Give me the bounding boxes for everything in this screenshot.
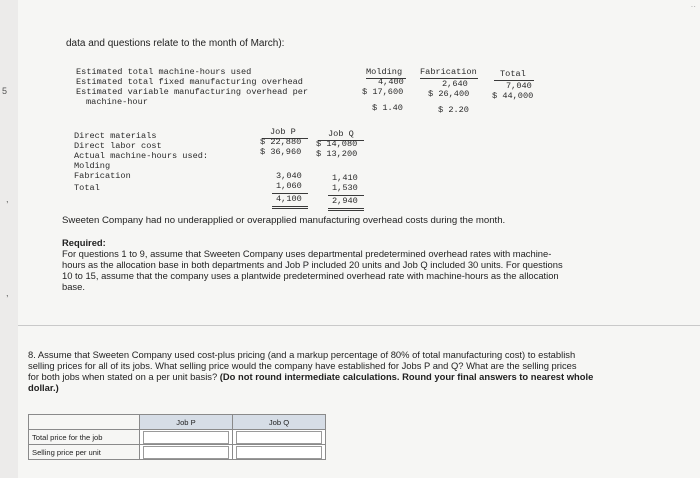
margin-mark: 5 bbox=[2, 86, 8, 96]
question-text: 8. Assume that Sweeten Company used cost-plus pricing (and a markup percentage of 80% of total manufacturing cost) to establish bbox=[28, 349, 576, 360]
question-text: for both jobs when stated on a per unit basis? (Do not round intermediate calculations. Round your final answers to nearest whole bbox=[28, 371, 594, 382]
row-label: Total bbox=[74, 183, 100, 193]
cell-value: $ 44,000 bbox=[492, 91, 534, 101]
corner-mark: ·· bbox=[690, 2, 696, 11]
cell-value: 7,040 bbox=[506, 81, 532, 91]
cell-value: $ 1.40 bbox=[372, 103, 403, 113]
row-label: Estimated total machine-hours used bbox=[76, 67, 252, 77]
required-text: hours as the allocation base in both departments and Job P included 20 units and Job Q included 30 units. For questions bbox=[62, 259, 563, 270]
cell-value: $ 22,880 bbox=[260, 137, 302, 147]
cell-value: $ 17,600 bbox=[362, 87, 404, 97]
answer-row-label: Total price for the job bbox=[29, 430, 140, 445]
answer-header-job-p: Job P bbox=[140, 415, 233, 430]
cell-value: 4,100 bbox=[276, 194, 302, 204]
cell-value: $ 2.20 bbox=[438, 105, 469, 115]
input-box[interactable] bbox=[143, 431, 229, 444]
row-label: Estimated total fixed manufacturing overhead bbox=[76, 77, 303, 87]
job-p-total-price-input[interactable] bbox=[140, 430, 233, 445]
cell-value: $ 14,080 bbox=[316, 139, 358, 149]
job-p-unit-price-input[interactable] bbox=[140, 445, 233, 460]
cell-value: 2,640 bbox=[442, 79, 468, 89]
question-text: dollar.) bbox=[28, 382, 59, 393]
row-label: machine-hour bbox=[86, 97, 148, 107]
col-header-job-q: Job Q bbox=[328, 129, 354, 139]
row-label: Molding bbox=[74, 161, 111, 171]
margin-mark: , bbox=[6, 194, 9, 204]
intro-text: data and questions relate to the month of March): bbox=[66, 38, 285, 49]
cell-value: 4,400 bbox=[378, 77, 404, 87]
row-label: Direct labor cost bbox=[74, 141, 162, 151]
answer-header-job-q: Job Q bbox=[233, 415, 326, 430]
cell-value: $ 26,400 bbox=[428, 89, 470, 99]
required-text: base. bbox=[62, 281, 85, 292]
cell-value: $ 13,200 bbox=[316, 149, 358, 159]
cell-value: 2,940 bbox=[332, 196, 358, 206]
row-label: Estimated variable manufacturing overhead per bbox=[76, 87, 309, 97]
col-header-job-p: Job P bbox=[270, 127, 296, 137]
cell-value: $ 36,960 bbox=[260, 147, 302, 157]
input-box[interactable] bbox=[236, 431, 322, 444]
cell-value: 3,040 bbox=[276, 171, 302, 181]
cell-value: 1,410 bbox=[332, 173, 358, 183]
job-q-total-price-input[interactable] bbox=[233, 430, 326, 445]
required-text: 10 to 15, assume that the company uses a plantwide predetermined overhead rate with machine-hours as the allocation bbox=[62, 270, 559, 281]
cell-value: 1,530 bbox=[332, 183, 358, 193]
col-header-fabrication: Fabrication bbox=[420, 67, 477, 77]
section-divider bbox=[18, 325, 700, 326]
job-q-unit-price-input[interactable] bbox=[233, 445, 326, 460]
cell-value: 1,060 bbox=[276, 181, 302, 191]
answer-row-label: Selling price per unit bbox=[29, 445, 140, 460]
input-box[interactable] bbox=[143, 446, 229, 459]
input-box[interactable] bbox=[236, 446, 322, 459]
required-heading: Required: bbox=[62, 237, 106, 248]
row-label: Fabrication bbox=[74, 171, 131, 181]
overhead-statement: Sweeten Company had no underapplied or overapplied manufacturing overhead costs during the month. bbox=[62, 215, 506, 226]
margin-mark: , bbox=[6, 288, 9, 298]
row-label: Actual machine-hours used: bbox=[74, 151, 209, 161]
required-text: For questions 1 to 9, assume that Sweeten Company uses departmental predetermined overhead rates with machine- bbox=[62, 248, 552, 259]
answer-header-blank bbox=[29, 415, 140, 430]
question-text: selling prices for all of its jobs. What selling price would the company have established for Jobs P and Q? What are the selling prices bbox=[28, 360, 577, 371]
answer-table bbox=[28, 414, 326, 460]
col-header-total: Total bbox=[500, 69, 526, 79]
row-label: Direct materials bbox=[74, 131, 157, 141]
col-header-molding: Molding bbox=[366, 67, 403, 77]
